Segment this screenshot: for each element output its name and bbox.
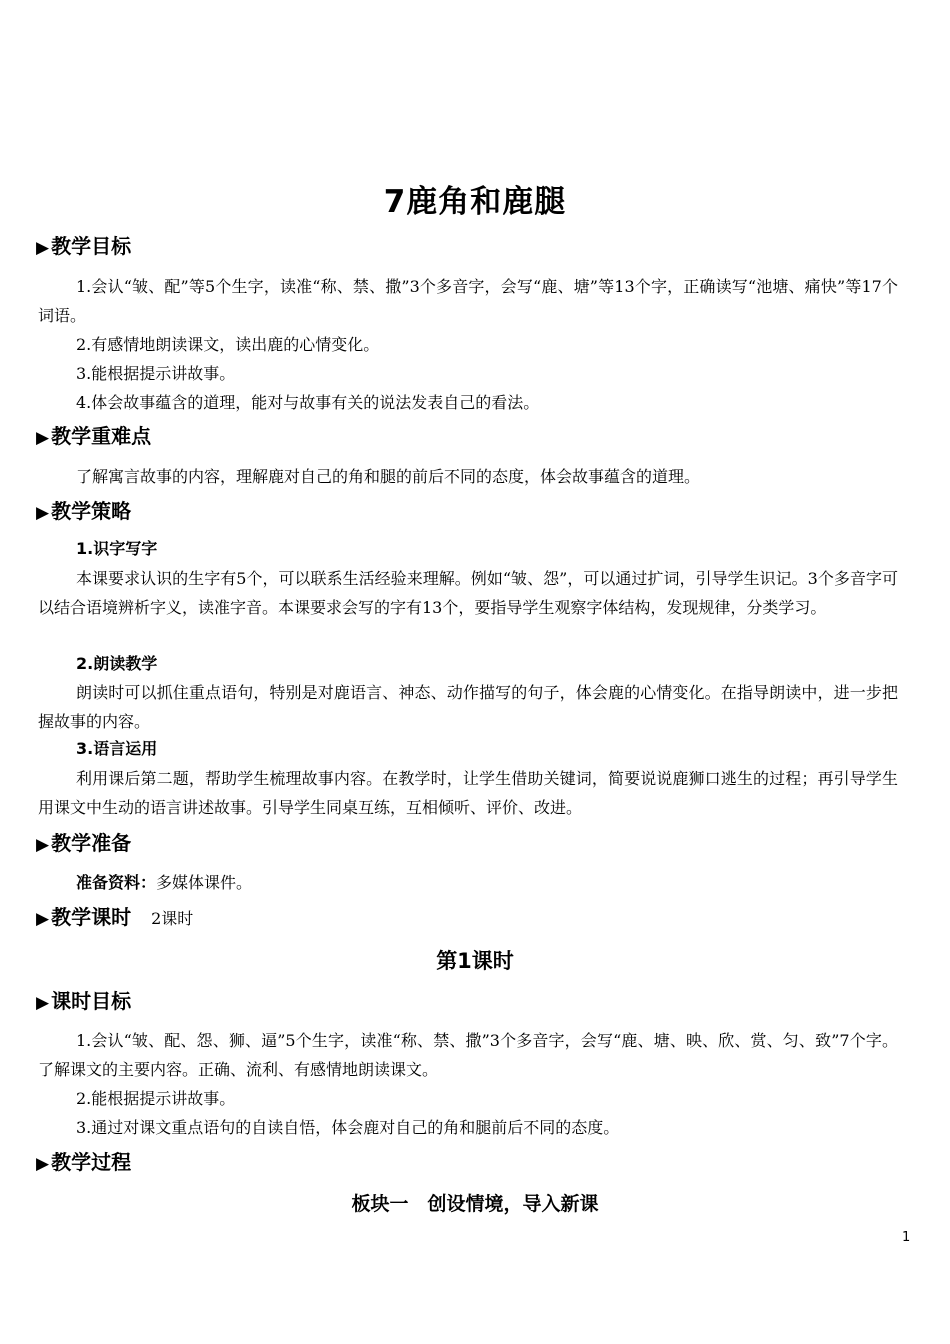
section-heading-key-points — [36, 424, 151, 450]
goal-item-4: 4.体会故事蕴含的道理，能对与故事有关的说法发表自己的看法。 — [76, 393, 540, 412]
section-heading-strategy — [36, 499, 131, 525]
strategy-subtitle-2: 2.朗读教学 — [76, 654, 158, 673]
block-heading-1: 板块一 创设情境，导入新课 — [351, 1193, 599, 1215]
hours-value: 2课时 — [151, 909, 194, 928]
heading-text: 教学过程 — [51, 1150, 132, 1174]
triangle-marker-icon: ▶ — [36, 909, 50, 929]
triangle-marker-icon: ▶ — [36, 993, 50, 1013]
lesson-goal-2: 2.能根据提示讲故事。 — [76, 1089, 236, 1108]
section-heading-hours — [36, 905, 193, 931]
heading-text: 教学重难点 — [51, 424, 152, 448]
section-heading-lesson-goals — [36, 989, 131, 1015]
heading-text: 教学策略 — [51, 499, 132, 523]
section-heading-process — [36, 1150, 131, 1176]
heading-text: 教学目标 — [51, 234, 132, 258]
page-number: 1 — [902, 1230, 911, 1245]
lesson-goal-1: 1.会认“皱、配、怨、狮、逼”5个生字，读准“称、禁、撒”3个多音字，会写“鹿、塘、映、欣、赏、匀、致”7个字。了解课文的主要内容。正确、流利、有感情地朗读课文。 — [38, 1031, 898, 1079]
goal-item-2: 2.有感情地朗读课文，读出鹿的心情变化。 — [76, 335, 380, 354]
triangle-marker-icon: ▶ — [36, 238, 50, 258]
strategy-text-2: 朗读时可以抓住重点语句，特别是对鹿语言、神态、动作描写的句子，体会鹿的心情变化。在指导朗读中，进一步把握故事的内容。 — [38, 683, 898, 731]
key-points-text: 了解寓言故事的内容，理解鹿对自己的角和腿的前后不同的态度，体会故事蕴含的道理。 — [76, 467, 701, 486]
triangle-marker-icon: ▶ — [36, 1154, 50, 1174]
goal-item-3: 3.能根据提示讲故事。 — [76, 364, 236, 383]
heading-text: 课时目标 — [51, 989, 132, 1013]
triangle-marker-icon: ▶ — [36, 503, 50, 523]
strategy-text-1: 本课要求认识的生字有5个，可以联系生活经验来理解。例如“皱、怨”，可以通过扩词，引导学生识记。3个多音字可以结合语境辨析字义，读准字音。本课要求会写的字有13个，要指导学生观察字体结构，发现规律，分类学习。 — [38, 569, 898, 617]
goal-item-1: 1.会认“皱、配”等5个生字，读准“称、禁、撒”3个多音字，会写“鹿、塘”等13个字，正确读写“池塘、痛快”等17个词语。 — [38, 277, 898, 325]
strategy-subtitle-1: 1.识字写字 — [76, 539, 158, 558]
lesson-heading: 第1课时 — [436, 949, 514, 973]
lesson-goal-3: 3.通过对课文重点语句的自读自悟，体会鹿对自己的角和腿前后不同的态度。 — [76, 1118, 620, 1137]
preparation-text: 多媒体课件。 — [156, 873, 253, 892]
document-title: 7鹿角和鹿腿 — [383, 184, 567, 220]
strategy-subtitle-3: 3.语言运用 — [76, 739, 158, 758]
heading-text: 教学课时 — [51, 905, 132, 929]
preparation-label: 准备资料： — [76, 873, 157, 892]
triangle-marker-icon: ▶ — [36, 835, 50, 855]
section-heading-preparation — [36, 831, 131, 857]
triangle-marker-icon: ▶ — [36, 428, 50, 448]
preparation-line — [38, 868, 898, 897]
heading-text: 教学准备 — [51, 831, 132, 855]
strategy-text-3: 利用课后第二题，帮助学生梳理故事内容。在教学时，让学生借助关键词，简要说说鹿狮口逃生的过程；再引导学生用课文中生动的语言讲述故事。引导学生同桌互练，互相倾听、评价、改进。 — [38, 769, 898, 817]
section-heading-goals — [36, 234, 131, 260]
